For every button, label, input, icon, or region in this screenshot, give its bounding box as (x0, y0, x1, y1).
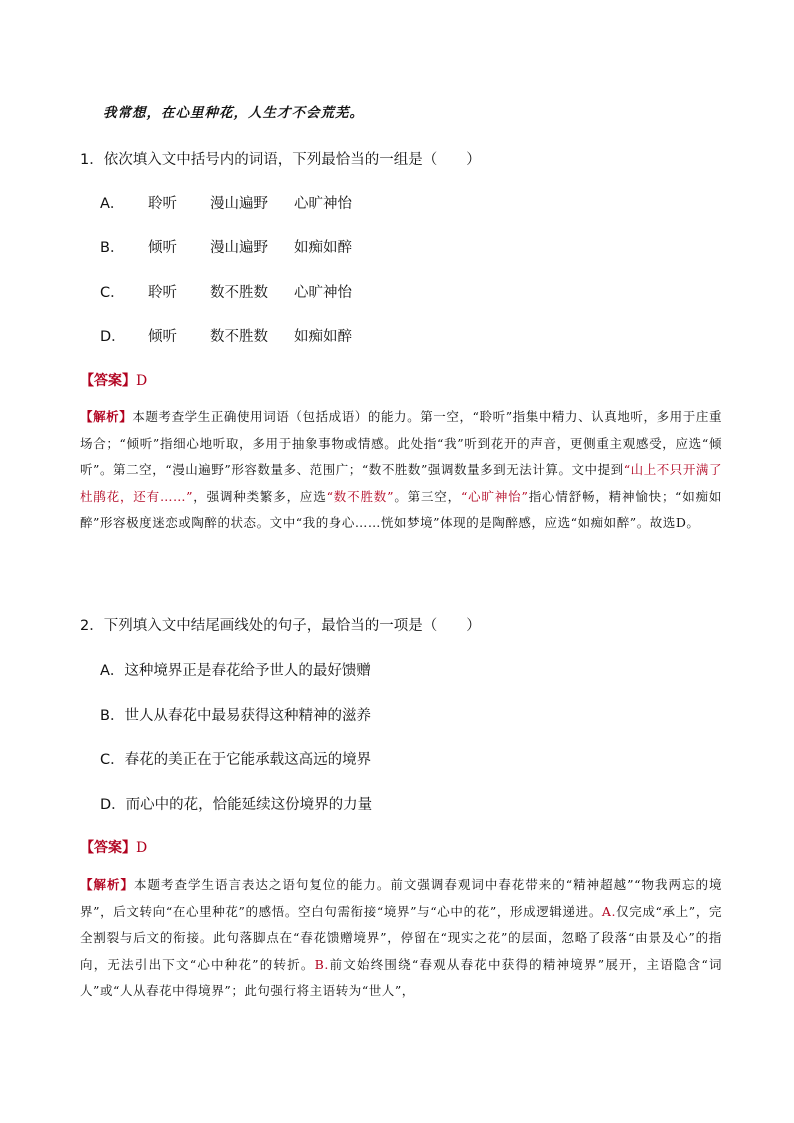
q1-option-c (100, 281, 352, 302)
q2-option-b: B．世人从春花中最易获得这种精神的滋养 (100, 708, 371, 724)
option-word-3: 心旷神怡 (294, 196, 352, 212)
q2-option-a: A．这种境界正是春花给予世人的最好馈赠 (100, 663, 371, 679)
q1-option-a (100, 192, 352, 213)
analysis-text: 本题考查学生正确使用词语（包括成语）的能力。第一空，“聆听”指集中精力、认真地听，多用于庄重场合；“倾听”指细心地听取，多用于抽象事物或情感。此处指“我”听到花开的声音，更侧重主观感受，应选“倾听”。第二空，“漫山遍野”形容数量多、范围广；“数不胜数”强调数量多到无法计算。文中提到 (80, 409, 722, 477)
option-word-3: 心旷神怡 (294, 285, 352, 301)
q2-option-d: D．而心中的花，恰能延续这份境界的力量 (100, 797, 373, 813)
analysis-quote: “心旷神怡” (460, 488, 529, 504)
q1-analysis (80, 404, 722, 537)
option-word-3: 如痴如醉 (294, 240, 352, 256)
q2-option-c: C．春花的美正在于它能承载这高远的境界 (100, 752, 372, 768)
q2-analysis (80, 872, 722, 1005)
analysis-option-ref: B. (314, 956, 329, 972)
answer-tag: 【答案】 (80, 840, 136, 856)
question-2-stem: 2．下列填入文中结尾画线处的句子，最恰当的一项是（ ） (80, 618, 481, 634)
q2-answer (80, 837, 147, 857)
option-word-2: 数不胜数 (210, 329, 268, 345)
option-word-3: 如痴如醉 (294, 329, 352, 345)
lead-sentence: 我常想，在心里种花，人生才不会荒芜。 (103, 105, 364, 121)
q1-option-d (100, 325, 352, 346)
option-word-2: 漫山遍野 (210, 240, 268, 256)
analysis-quote: “数不胜数” (326, 488, 395, 504)
analysis-text: 。第三空， (394, 488, 461, 504)
option-word-1: 倾听 (148, 329, 177, 345)
analysis-text: ，强调种类繁多，应选 (193, 488, 327, 504)
analysis-text: 前文始终围绕“春观从春花中获得的精神境界”展开，主语隐含“词人”或“人从春花中得境界”；此句强行将主语转为“世人”， (80, 956, 722, 998)
analysis-tag: 【解析】 (80, 877, 134, 892)
analysis-text: 本题考查学生语言表达之语句复位的能力。前文强调春观词中春花带来的“精神超越”“物我两忘的境界”，后文转向“在心里种花”的感悟。空白句需衔接“境界”与“心中的花”，形成逻辑递进。 (80, 877, 722, 919)
option-letter: B． (100, 240, 125, 256)
analysis-option-ref: A. (601, 903, 617, 919)
q1-option-b (100, 236, 352, 257)
q1-answer (80, 370, 147, 390)
analysis-text: 仅完成“承上”，完全割裂与后文的衔接。此句落脚点在“春花馈赠境界”，停留在“现实之花”的层面，忽略了段落“由景及心”的指向，无法引出下文“心中种花”的转折。 (80, 903, 723, 972)
option-word-1: 聆听 (148, 285, 177, 301)
answer-value: D (136, 840, 148, 856)
question-1-stem: 1．依次填入文中括号内的词语，下列最恰当的一组是（ ） (80, 152, 481, 168)
option-word-1: 倾听 (148, 240, 177, 256)
analysis-tag: 【解析】 (80, 409, 133, 424)
option-letter: D． (100, 329, 126, 345)
option-letter: C． (100, 285, 125, 301)
option-letter: A． (100, 196, 125, 212)
option-word-1: 聆听 (148, 196, 177, 212)
option-word-2: 数不胜数 (210, 285, 268, 301)
option-word-2: 漫山遍野 (210, 196, 268, 212)
analysis-quote: “山上不只开满了杜鹃花，还有……” (80, 462, 723, 504)
answer-tag: 【答案】 (80, 373, 136, 389)
answer-value: D (136, 373, 148, 389)
analysis-text: 指心情舒畅，精神愉快；“如痴如醉”形容极度迷恋或陶醉的状态。文中“我的身心……恍如梦境”体现的是陶醉感，应选“如痴如醉”。故选D。 (80, 488, 722, 530)
